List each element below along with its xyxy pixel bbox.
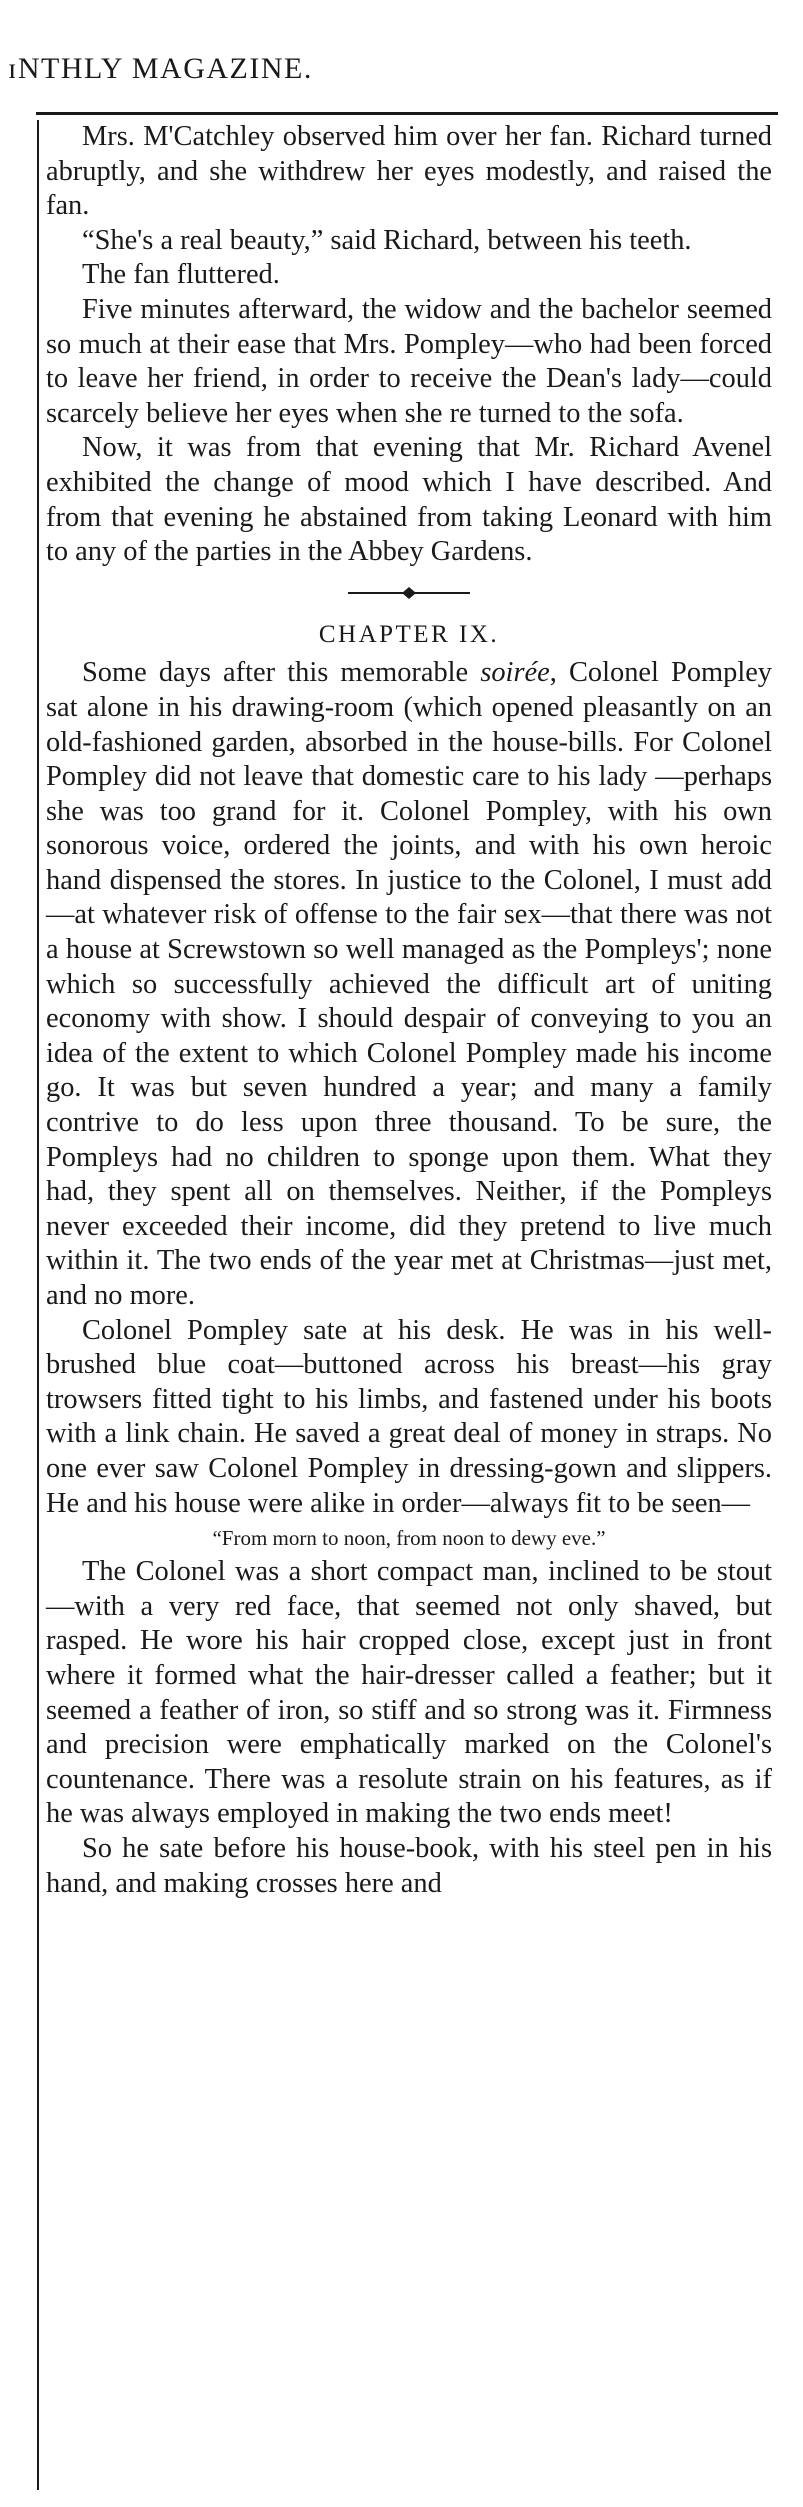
paragraph-colonel-description: The Colonel was a short compact man, inclined to be stout—with a very red face, that seemed not only shaved, but rasped. He wore his hair cropped close, except just in front where it formed what the hair-dresser called a feather; but it seemed a feather of iron, so stiff and so strong was it. Firmness and precision were emphatically marked on the Colonel's countenance. There was a resolute strain on his features, as if he was always employed in making the two ends meet! [46, 1556, 772, 1830]
column-rule [37, 120, 39, 2490]
running-header: ɪNTHLY MAGAZINE. [8, 52, 313, 85]
opening-italic-word: soirée [480, 657, 550, 689]
paragraph-colonel-at-desk: Colonel Pompley sate at his desk. He was in his well-brushed blue coat—buttoned across his breast—his gray trowsers fitted tight to his limbs, and fastened under his boots with a link chain. He saved a great deal of money in straps. No one ever saw Colonel Pompley in dressing-gown and slippers. He and his house were alike in order—always fit to be seen— [46, 1314, 772, 1519]
paragraph-from-that-evening: Now, it was from that evening that Mr. Richard Avenel exhibited the change of mood which I have described. And from that evening he abstained from taking Leonard with him to any of the parties in the Abbey Gardens. [46, 432, 772, 568]
chapter-divider-ornament [344, 586, 474, 600]
paragraph-fan-observed: Mrs. M'Catchley observed him over her fan. Richard turned abruptly, and she withdrew her eyes modestly, and raised the fan. [46, 121, 772, 222]
paragraph-house-book: So he sate before his house-book, with his steel pen in his hand, and making crosses here and [46, 1832, 772, 1899]
paragraph-fan-fluttered: The fan fluttered. [82, 259, 280, 291]
header-rule [36, 112, 778, 115]
paragraph-five-minutes: Five minutes afterward, the widow and the bachelor seemed so much at their ease that Mrs. Pompley—who had been forced to leave her friend, in order to receive the Dean's lady—could scarcely believe her eyes when she re turned to the sofa. [46, 293, 772, 429]
opening-prefix: Some days after this memorable [82, 657, 481, 689]
paragraph-real-beauty: “She's a real beauty,” said Richard, between his teeth. [82, 224, 692, 256]
opening-rest: , Colonel Pompley sat alone in his drawing-room (which opened pleasantly on an old-fashioned garden, absorbed in the house-bills. For Colonel Pompley did not leave that domestic care to his lady —perhaps she was too grand for it. Colonel Pompley, with his own sonorous voice, ordered the joints, and with his own heroic hand dispensed the stores. In justice to the Colonel, I must add—at whatever risk of offense to the fair sex—that there was not a house at Screwstown so well managed as the Pompleys'; none which so successfully achieved the difficult art of uniting economy with show. I should despair of conveying to you an idea of the extent to which Colonel Pompley made his income go. It was but seven hundred a year; and many a family contrive to do less upon three thousand. To be sure, the Pompleys had no children to sponge upon them. What they had, they spent all on themselves. Neither, if the Pompleys never exceeded their income, did they pretend to live much within it. The two ends of the year met at Christmas—just met, and no more. [46, 657, 772, 1311]
epigraph-quote: “From morn to noon, from noon to dewy eve.” [212, 1526, 606, 1551]
paragraph-chapter-opening [46, 656, 772, 1313]
chapter-heading: CHAPTER IX. [318, 620, 500, 648]
text-column [46, 120, 772, 1901]
